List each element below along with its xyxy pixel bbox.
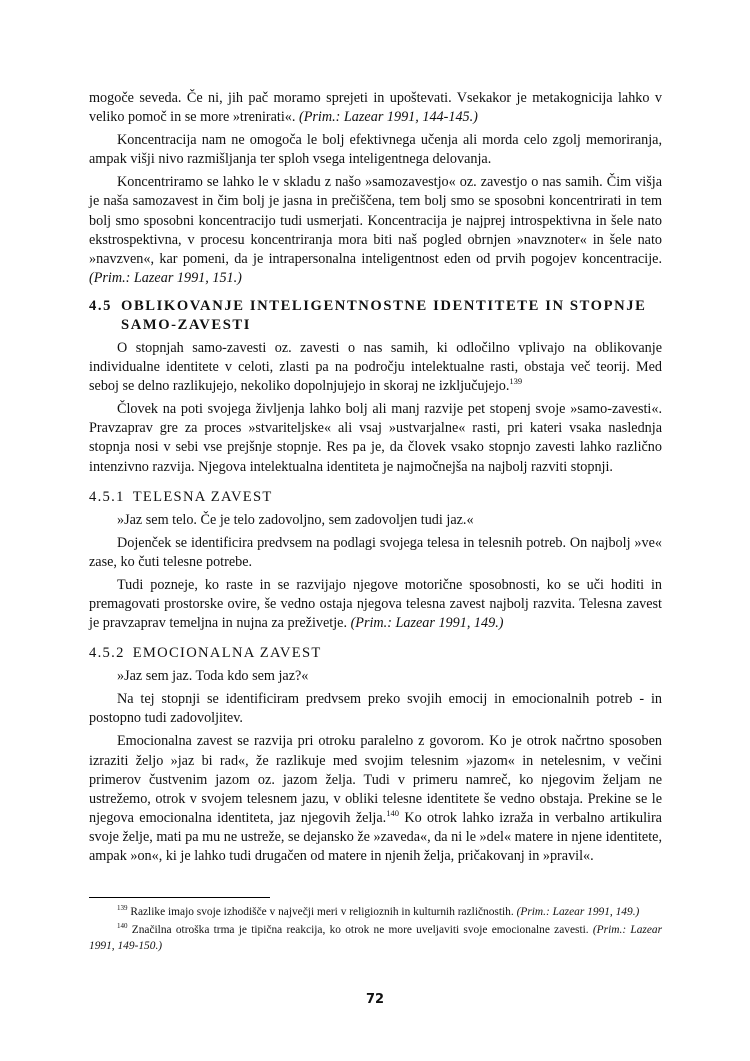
- quote: »Jaz sem telo. Če je telo zadovoljno, sem zadovoljen tudi jaz.«: [117, 511, 474, 528]
- paragraph-text: mogoče seveda. Če ni, jih pač moramo sprejeti in upoštevati. Vsekakor je metakognicija lahko v veliko pomoč in se more »trenirati«.: [89, 90, 662, 126]
- citation: (Prim.: Lazear 1991, 149.): [350, 615, 504, 632]
- section-heading-4-5: [89, 297, 662, 335]
- paragraph-text: Tudi pozneje, ko raste in se razvijajo njegove motorične sposobnosti, ko se uči hoditi in premagovati prostorske ovire, še vedno ostaja njegova telesna zavest najbolj razvita. Telesna zavest je pravzaprav temeljna in nujna za preživetje.: [89, 576, 662, 632]
- footnote-separator: [89, 897, 270, 898]
- section-title: OBLIKOVANJE INTELIGENTNOSTNE IDENTITETE IN STOPNJE SAMO-ZAVESTI: [121, 297, 647, 333]
- quote: »Jaz sem jaz. Toda kdo sem jaz?«: [117, 668, 309, 685]
- citation: (Prim.: Lazear 1991, 151.): [89, 269, 242, 286]
- paragraph-text: Ko otrok lahko izraža in verbalno artikulira svoje želje, mati pa mu ne ustreže, se dejansko že »zaveda«, da ni le »del« matere in njene identitete, ampak »on«, ki je lahko tudi drugačen od matere in njenih želja, pričakovanj in »pravil«.: [89, 809, 662, 864]
- paragraph: [89, 173, 662, 288]
- footnote-ref[interactable]: 140: [386, 807, 399, 818]
- footnote-text: Razlike imajo svoje izhodišče v največji meri v religioznih in kulturnih različnostih.: [127, 906, 517, 918]
- footnote-number: 139: [117, 904, 128, 912]
- page-number: 72: [365, 992, 385, 1007]
- footnote: [89, 904, 662, 920]
- footnote: [89, 922, 662, 954]
- paragraph: [89, 89, 662, 127]
- paragraph: Koncentracija nam ne omogoča le bolj efektivnega učenja ali morda celo zgolj memoriranja, ampak višji nivo razmišljanja ter sploh vsega inteligentnega delovanja.: [89, 132, 662, 168]
- page-body: [89, 89, 662, 866]
- subsection-number: 4.5.2: [89, 645, 125, 662]
- section-number: 4.5: [89, 297, 113, 314]
- paragraph: Človek na poti svojega življenja lahko bolj ali manj razvije pet stopenj svoje »samo-zavesti«. Pravzaprav gre za proces »stvariteljske« ali vsaj »ustvarjalne« rasti, pri kateri vsaka naslednja stopnja nosi v sebi vse prejšnje stopnje. Res pa je, da človek vsako stopnjo zavesti lahko različno intenzivno razvija. Njegova intelektualna identiteta je najmočnejša na najbolj razviti stopnji.: [89, 401, 662, 475]
- subsection-heading-4-5-1: [89, 488, 662, 507]
- paragraph: [89, 576, 662, 633]
- paragraph: [89, 339, 662, 396]
- citation: (Prim.: Lazear 1991, 149-150.): [89, 924, 662, 953]
- footnote-number: 140: [117, 922, 128, 931]
- subsection-heading-4-5-2: [89, 644, 662, 663]
- paragraph-text: O stopnjah samo-zavesti oz. zavesti o nas samih, ki odločilno vplivajo na oblikovanje individualne identitete v celoti, zlasti pa na področju intelektualne rasti, obstaja več teorij. Med seboj se delno razlikujejo, nekoliko dopolnjujejo in skoraj ne izključujejo.: [89, 339, 662, 395]
- citation: (Prim.: Lazear 1991, 144-145.): [299, 109, 478, 126]
- subsection-title: EMOCIONALNA ZAVEST: [132, 645, 322, 662]
- footnote-ref[interactable]: 139: [509, 376, 523, 387]
- subsection-number: 4.5.1: [89, 488, 125, 505]
- paragraph-text: Emocionalna zavest se razvija pri otroku paralelno z govorom. Ko je otrok načrtno sposoben izraziti željo »jaz bi rad«, že razlikuje med svojim telesnim »jazom« in netelesnim, v večini primerov čustvenim jazom oz. jazom želja. Tudi v primeru namreč, ko njegovim željam ne ustrežemo, otrok v svojem telesnem jazu, v obliki telesne identitete še vedno obstaja. Prekine se le njegova emocionalna identiteta, jaz njegovih želja.: [89, 733, 662, 826]
- paragraph: [89, 732, 662, 866]
- paragraph-text: Koncentriramo se lahko le v skladu z našo »samozavestjo« oz. zavestjo o nas samih. Čim višja je naša samozavest in čim bolj je jasna in prečiščena, tem bolj smo se sposobni koncentrirati in tem bolj smo sposobni koncentracijo tudi usmerjati. Koncentracija je najprej introspektivna in šele nato ekstrospektivna, v procesu koncentriranja mora biti naš pogled obrnjen »navznoter« in šele nato »navzven«, kar pomeni, da je intrapersonalna inteligentnost eden od prvih pogojev koncentracije.: [89, 174, 662, 267]
- paragraph: Dojenček se identificira predvsem na podlagi svojega telesa in telesnih potreb. On najbolj »ve« zase, ko čuti telesne potrebe.: [89, 534, 662, 570]
- paragraph: Na tej stopnji se identificiram predvsem preko svojih emocij in emocionalnih potreb - in postopno tudi zadovoljitev.: [89, 691, 662, 727]
- subsection-title: TELESNA ZAVEST: [132, 488, 273, 505]
- footnotes: [89, 904, 662, 955]
- citation: (Prim.: Lazear 1991, 149.): [516, 906, 640, 918]
- footnote-text: Značilna otroška trma je tipična reakcija, ko otrok ne more uveljaviti svoje emocionalne zavesti.: [127, 924, 593, 937]
